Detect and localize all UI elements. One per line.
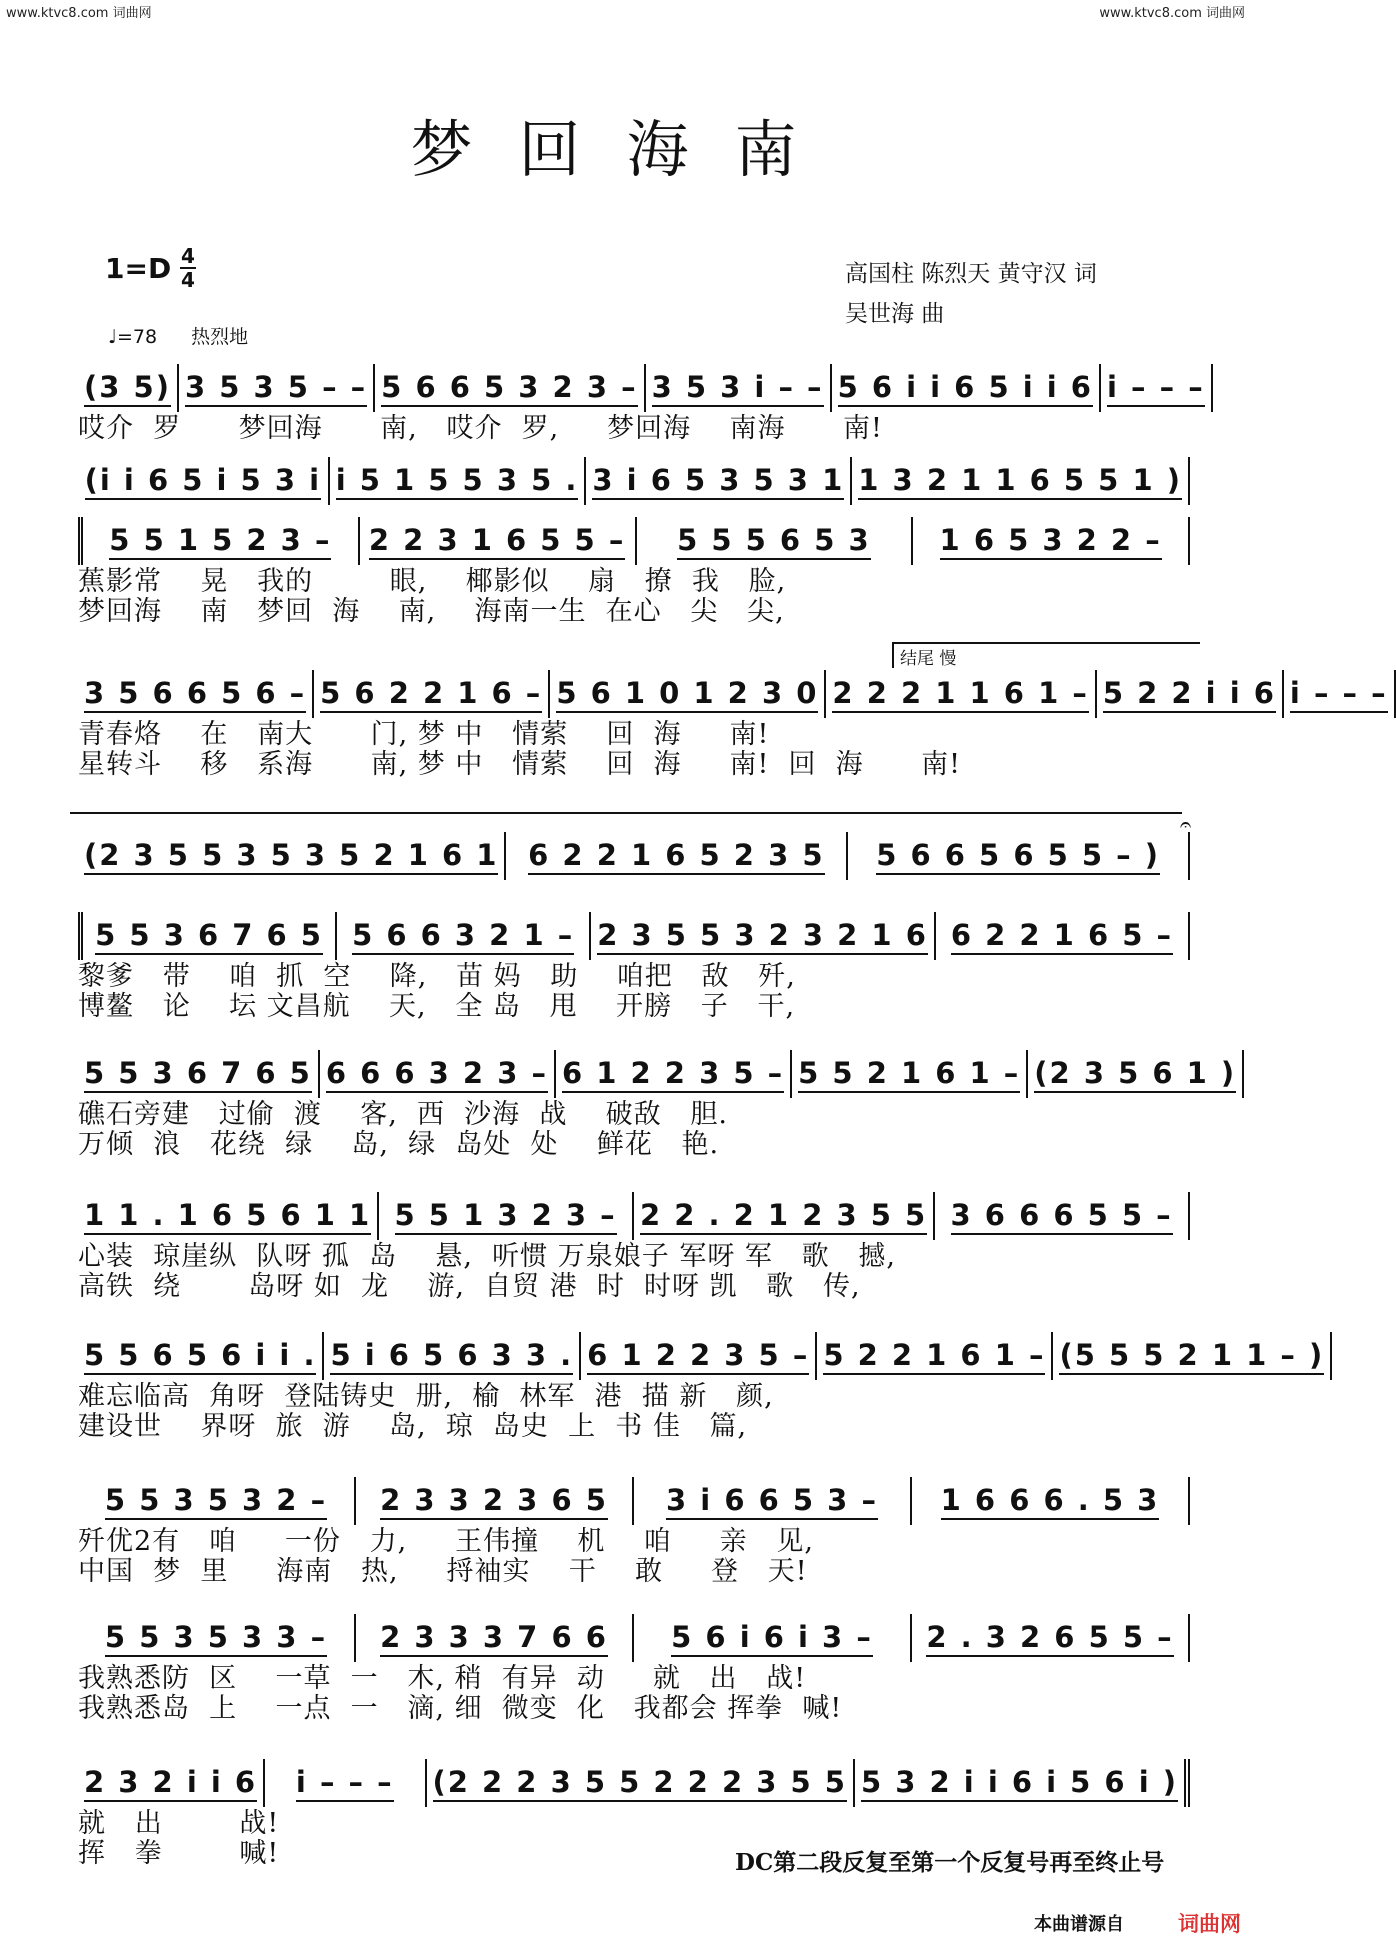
measure: [328, 457, 585, 505]
measure-notes: 5 6 i 6 i 3 –: [671, 1620, 873, 1657]
measure-notes: (2 2 2 3 5 5 2 2 2 3 5 5: [433, 1765, 847, 1802]
dc-instruction: DC第二段反复至第一个反复号再至终止号: [735, 1849, 1165, 1876]
measure-notes: 5 2 2 1 6 1 –: [823, 1338, 1045, 1375]
lyric-line: 星转斗 移 系海 南, 梦 中 情萦 回 海 南! 回 海 南!: [78, 749, 962, 780]
measure-notes: 2 3 3 2 3 6 5: [380, 1483, 608, 1520]
measure: [318, 1050, 554, 1098]
measure-notes: 3 6 6 6 5 5 –: [951, 1198, 1173, 1235]
source-note: 本曲谱源自: [1034, 1914, 1124, 1935]
measure-notes: 5 6 6 3 2 1 –: [352, 918, 574, 955]
measure: [632, 1614, 910, 1662]
measure: [78, 912, 335, 960]
measure: [790, 1050, 1026, 1098]
measure: [425, 1759, 853, 1807]
measure: [911, 517, 1190, 565]
measure: [78, 1614, 354, 1662]
time-sig-top: 4: [181, 244, 195, 268]
score-row: [78, 668, 1388, 780]
notes-line: [78, 362, 1205, 414]
measure-notes: 2 3 5 5 3 2 3 2 1 6: [597, 918, 928, 955]
measure: [177, 364, 373, 412]
measure: [579, 1332, 815, 1380]
measure: [78, 832, 504, 880]
notes-line: [78, 830, 1190, 882]
score-row: [78, 1475, 1190, 1587]
measure-notes: 6 2 2 1 6 5 –: [951, 918, 1173, 955]
measure: [632, 1192, 933, 1240]
time-sig-bottom: 4: [181, 268, 195, 292]
measure-notes: 1 3 2 1 1 6 5 5 1 ): [858, 463, 1182, 500]
measure: [910, 1614, 1190, 1662]
measure-notes: 5 i 6 5 6 3 3 .: [330, 1338, 573, 1375]
measure: [815, 1332, 1051, 1380]
score-row: [78, 1330, 1325, 1442]
section-divider: [70, 812, 1182, 814]
score-row: [78, 830, 1190, 882]
measure-notes: 5 6 6 5 6 5 5 – ): [876, 838, 1160, 875]
measure: [78, 670, 312, 718]
lyric-line: 心装 琼崖纵 队呀 孤 岛 悬, 听惯 万泉娘子 军呀 军 歌 撼,: [78, 1241, 896, 1272]
measure-notes: 5 6 1 0 1 2 3 0: [556, 676, 818, 713]
measure-notes: 5 5 1 3 2 3 –: [395, 1198, 617, 1235]
measure-notes: 5 5 3 5 3 3 –: [105, 1620, 327, 1657]
measure-notes: 1 6 5 3 2 2 –: [940, 523, 1162, 560]
measure-notes: i 5 1 5 5 3 5 .: [336, 463, 579, 500]
measure-notes: 5 3 2 i i 6 i 5 6 i ): [861, 1765, 1178, 1802]
lyric-line: 高铁 绕 岛呀 如 龙 游, 自贸 港 时 时呀 凯 歌 传,: [78, 1271, 861, 1302]
song-title: 梦回海南: [410, 113, 843, 186]
fermata-icon: 𝄐: [1180, 812, 1192, 836]
score-row: [78, 515, 1190, 627]
measure: [78, 1192, 377, 1240]
measure: [354, 1477, 632, 1525]
measure-notes: 2 2 2 1 1 6 1 –: [832, 676, 1088, 713]
measure-notes: 1 1 . 1 6 5 6 1 1: [84, 1198, 371, 1235]
measure: [830, 364, 1099, 412]
measure-notes: 5 5 3 6 7 6 5: [84, 1056, 312, 1093]
lyric-line: 就 出 战!: [78, 1808, 280, 1839]
measure-notes: 5 5 3 6 7 6 5: [95, 918, 323, 955]
ending-bracket: 结尾 慢: [892, 642, 1200, 668]
lyric-line: 建设世 界呀 旅 游 岛, 琼 岛史 上 书 佳 篇,: [78, 1411, 748, 1442]
measure: [635, 517, 912, 565]
measure: [377, 1192, 632, 1240]
measure: [1051, 1332, 1332, 1380]
measure-notes: 5 5 5 6 5 3: [677, 523, 871, 560]
lyric-line: 蕉影常 晃 我的 眼, 椰影似 扇 撩 我 脸,: [78, 566, 787, 597]
measure-notes: i – – –: [1107, 370, 1205, 407]
measure: [846, 832, 1190, 880]
key-signature: 1=D: [105, 252, 172, 285]
measure-notes: 5 5 3 5 3 2 –: [105, 1483, 327, 1520]
lyric-line: 歼优2有 咱 一份 力, 王伟撞 机 咱 亲 见,: [78, 1526, 814, 1557]
measure: [78, 457, 328, 505]
notes-line: [78, 1612, 1190, 1664]
lyric-line: 万倾 浪 花绕 绿 岛, 绿 岛处 处 鲜花 艳.: [78, 1129, 720, 1160]
measure-notes: (2 3 5 5 3 5 3 5 2 1 6 1: [84, 838, 498, 875]
measure: [335, 912, 589, 960]
measure-notes: 3 5 3 i – –: [652, 370, 824, 407]
notes-line: [78, 1190, 1190, 1242]
measure: [548, 670, 824, 718]
lyric-line: 挥 拳 喊!: [78, 1838, 280, 1869]
measure-notes: 6 1 2 2 3 5 –: [562, 1056, 784, 1093]
measure-notes: 6 6 6 3 2 3 –: [326, 1056, 548, 1093]
lyric-line: 我熟悉防 区 一草 一 木, 稍 有异 动 就 出 战!: [78, 1663, 807, 1694]
time-signature: [180, 246, 196, 290]
score-row: [78, 362, 1205, 444]
measure: [78, 1477, 354, 1525]
score-row: [78, 910, 1190, 1022]
lyric-line: 礁石旁建 过偷 渡 客, 西 沙海 战 破敌 胆.: [78, 1099, 728, 1130]
measure-notes: 2 3 2 i i 6: [84, 1765, 257, 1802]
lyric-line: 梦回海 南 梦回 海 南, 海南一生 在心 尖 尖,: [78, 596, 785, 627]
tempo-bpm: ♩=78: [108, 326, 158, 348]
score-row: [78, 1048, 1237, 1160]
measure: [504, 832, 846, 880]
measure: [644, 364, 830, 412]
measure: [1095, 670, 1282, 718]
measure: [910, 1477, 1190, 1525]
measure: [354, 1614, 632, 1662]
score-row: [78, 455, 1190, 507]
score-row: [78, 1190, 1190, 1302]
measure: [312, 670, 548, 718]
lyric-line: 中国 梦 里 海南 热, 捋袖实 干 敢 登 天!: [78, 1556, 808, 1587]
measure-notes: (i i 6 5 i 5 3 i: [85, 463, 321, 500]
measure: [850, 457, 1190, 505]
measure: [322, 1332, 579, 1380]
measure: [589, 912, 934, 960]
measure-notes: 2 . 3 2 6 5 5 –: [926, 1620, 1173, 1657]
notes-line: [78, 1330, 1325, 1382]
measure-notes: 2 3 3 3 7 6 6: [380, 1620, 608, 1657]
composer: 吴世海 曲: [845, 301, 945, 327]
measure: [934, 912, 1190, 960]
notes-line: [78, 668, 1388, 720]
measure-notes: i – – –: [1290, 676, 1388, 713]
notes-line: [78, 1475, 1190, 1527]
measure-notes: 5 5 6 5 6 i i .: [84, 1338, 316, 1375]
measure-notes: 2 2 . 2 1 2 3 5 5: [640, 1198, 927, 1235]
measure: [933, 1192, 1190, 1240]
measure-notes: 2 2 3 1 6 5 5 –: [369, 523, 625, 560]
measure: [78, 364, 177, 412]
measure-notes: (3 5): [84, 370, 171, 407]
lyric-line: 哎介 罗 梦回海 南, 哎介 罗, 梦回海 南海 南!: [78, 413, 883, 444]
measure: [373, 364, 643, 412]
tempo-marking: [108, 322, 276, 349]
measure-notes: 5 6 2 2 1 6 –: [320, 676, 542, 713]
measure: [632, 1477, 910, 1525]
measure: [78, 1050, 318, 1098]
lyric-line: 黎爹 带 咱 抓 空 降, 苗 妈 助 咱把 敌 歼,: [78, 961, 796, 992]
measure-notes: 5 5 1 5 2 3 –: [109, 523, 331, 560]
measure: [1099, 364, 1213, 412]
measure-notes: i – – –: [296, 1765, 394, 1802]
measure-notes: 3 5 3 5 – –: [185, 370, 367, 407]
lyric-line: 青春烙 在 南大 门, 梦 中 情萦 回 海 南!: [78, 719, 770, 750]
measure-notes: 6 2 2 1 6 5 2 3 5: [528, 838, 824, 875]
tempo-mood: 热烈地: [191, 326, 249, 348]
measure-notes: 6 1 2 2 3 5 –: [587, 1338, 809, 1375]
measure-notes: 5 5 2 1 6 1 –: [798, 1056, 1020, 1093]
notes-line: [78, 1757, 1190, 1809]
notes-line: [78, 455, 1190, 507]
measure: [263, 1759, 424, 1807]
notes-line: [78, 1048, 1237, 1100]
measure-notes: 5 2 2 i i 6: [1103, 676, 1276, 713]
measure: [824, 670, 1094, 718]
measure-notes: 3 i 6 6 5 3 –: [666, 1483, 878, 1520]
notes-line: [78, 910, 1190, 962]
watermark-logo: 词曲网: [1178, 1912, 1241, 1936]
lyric-line: 博鳌 论 坛 文昌航 天, 全 岛 甩 开膀 子 干,: [78, 991, 796, 1022]
site-header-right: www.ktvc8.com 词曲网: [1099, 6, 1245, 21]
lyric-line: 难忘临高 角呀 登陆铸史 册, 榆 林军 港 描 新 颜,: [78, 1381, 774, 1412]
measure-notes: (5 5 5 2 1 1 – ): [1059, 1338, 1324, 1375]
measure-notes: 5 6 6 5 3 2 3 –: [381, 370, 637, 407]
measure: [78, 1332, 322, 1380]
measure-notes: 3 5 6 6 5 6 –: [84, 676, 306, 713]
measure: [554, 1050, 790, 1098]
site-header-left: www.ktvc8.com 词曲网: [6, 6, 152, 21]
credits: [845, 254, 1097, 334]
lyricists: 高国柱 陈烈天 黄守汉 词: [845, 261, 1097, 287]
notes-line: [78, 515, 1190, 567]
measure: [78, 517, 358, 565]
measure: [584, 457, 850, 505]
measure: [853, 1759, 1190, 1807]
measure: [78, 1759, 263, 1807]
measure-notes: 3 i 6 5 3 5 3 1: [592, 463, 844, 500]
measure: [1026, 1050, 1244, 1098]
measure-notes: (2 3 5 6 1 ): [1034, 1056, 1236, 1093]
measure-notes: 1 6 6 6 . 5 3: [941, 1483, 1160, 1520]
lyric-line: 我熟悉岛 上 一点 一 滴, 细 微变 化 我都会 挥拳 喊!: [78, 1693, 843, 1724]
measure: [1282, 670, 1396, 718]
measure-notes: 5 6 i i 6 5 i i 6: [838, 370, 1093, 407]
score-row: [78, 1612, 1190, 1724]
measure: [358, 517, 635, 565]
